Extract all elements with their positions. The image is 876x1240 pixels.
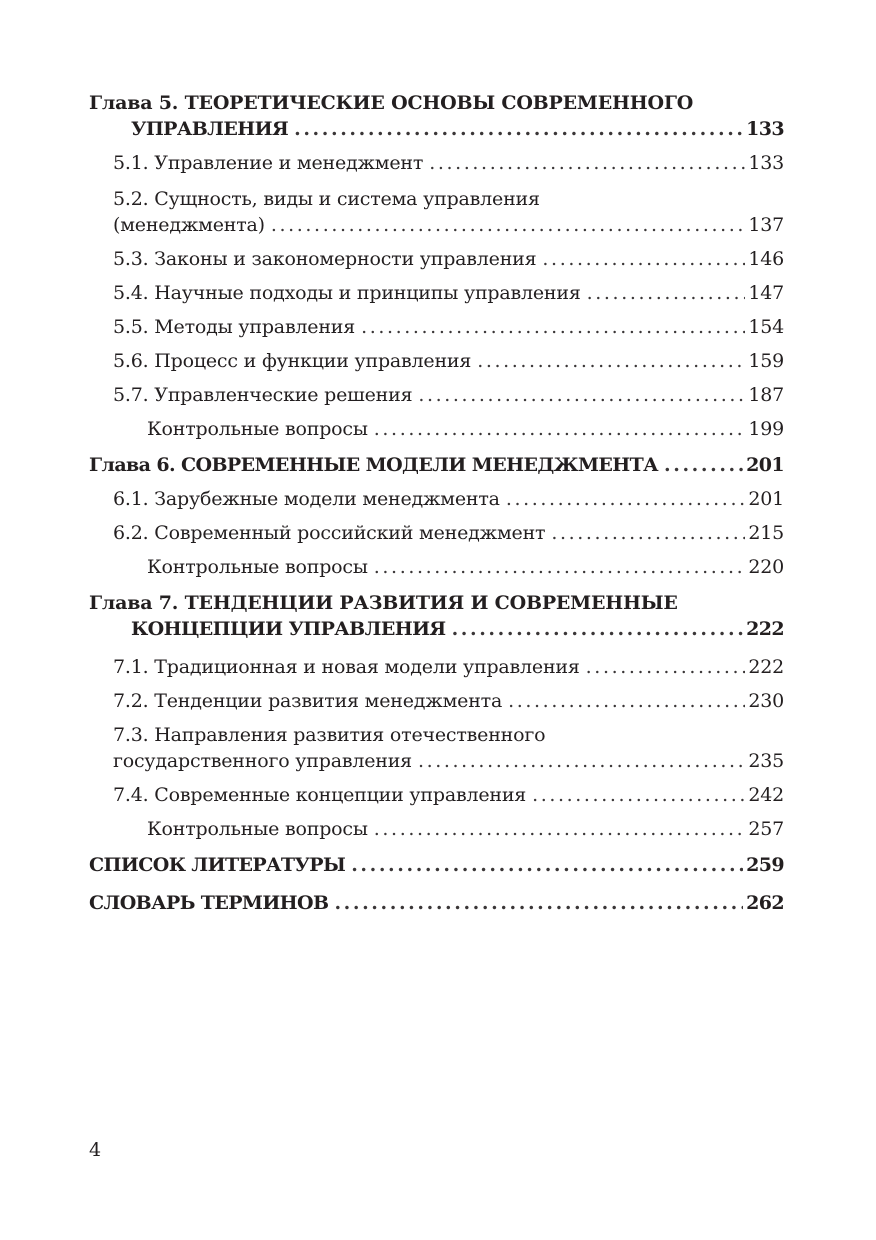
page-ref: 257 (748, 818, 784, 840)
section-title: 5.1. Управление и менеджмент (113, 152, 424, 174)
toc-section-7-3-title-line1: 7.3. Направления развития отечественного (113, 724, 546, 746)
leader-dots (477, 348, 745, 374)
section-title: 5.4. Научные подходы и принципы управления (113, 282, 581, 304)
page-ref: 201 (748, 488, 784, 510)
toc-section-5-6[interactable] (89, 348, 784, 374)
leader-dots (418, 748, 745, 774)
toc-chapter-7-title-line2: КОНЦЕПЦИИ УПРАВЛЕНИЯ (131, 618, 446, 640)
page-ref: 147 (748, 282, 784, 304)
toc-review-questions-7[interactable] (89, 816, 784, 842)
toc-section-5-1[interactable] (89, 150, 784, 176)
page-ref: 242 (748, 784, 784, 806)
toc-review-questions-5[interactable] (89, 416, 784, 442)
toc-section-5-4[interactable] (89, 280, 784, 306)
leader-dots (664, 452, 743, 478)
section-title: 7.1. Традиционная и новая модели управления (113, 656, 580, 678)
page-ref: 230 (748, 690, 784, 712)
page-ref: 235 (748, 750, 784, 772)
toc-chapter-5[interactable] (89, 116, 784, 142)
toc-section-7-3[interactable] (89, 748, 784, 774)
toc-review-questions-6[interactable] (89, 554, 784, 580)
toc-chapter-5-title-line2: УПРАВЛЕНИЯ (131, 118, 289, 140)
chapter-title: Глава 6. СОВРЕМЕННЫЕ МОДЕЛИ МЕНЕДЖМЕНТА (89, 454, 659, 476)
page-ref: 215 (748, 522, 784, 544)
section-title: Контрольные вопросы (147, 418, 368, 440)
page-ref: 220 (748, 556, 784, 578)
leader-dots (418, 382, 745, 408)
leader-dots (551, 520, 745, 546)
section-title: 5.6. Процесс и функции управления (113, 350, 472, 372)
leader-dots (532, 782, 745, 808)
chapter-title: СЛОВАРЬ ТЕРМИНОВ (89, 892, 329, 914)
toc-section-6-1[interactable] (89, 486, 784, 512)
page-ref: 137 (748, 214, 784, 236)
section-title: 7.4. Современные концепции управления (113, 784, 527, 806)
leader-dots (429, 150, 745, 176)
section-title: 6.2. Современный российский менеджмент (113, 522, 546, 544)
page-ref: 199 (748, 418, 784, 440)
page-ref: 259 (746, 854, 784, 876)
toc-chapter-7[interactable] (89, 616, 784, 642)
page-ref: 201 (746, 454, 784, 476)
section-title: 7.2. Тенденции развития менеджмента (113, 690, 503, 712)
page-ref: 222 (748, 656, 784, 678)
toc-section-7-2[interactable] (89, 688, 784, 714)
leader-dots (542, 246, 745, 272)
leader-dots (506, 486, 746, 512)
toc-section-5-5[interactable] (89, 314, 784, 340)
page-ref: 133 (746, 118, 784, 140)
leader-dots (586, 654, 746, 680)
section-title: 5.3. Законы и закономерности управления (113, 248, 537, 270)
section-title: Контрольные вопросы (147, 818, 368, 840)
toc-section-5-2[interactable] (89, 212, 784, 238)
leader-dots (294, 116, 743, 142)
toc-section-5-7[interactable] (89, 382, 784, 408)
leader-dots (508, 688, 745, 714)
leader-dots (271, 212, 745, 238)
leader-dots (361, 314, 745, 340)
toc-section-7-1[interactable] (89, 654, 784, 680)
leader-dots (374, 416, 746, 442)
page-ref: 146 (748, 248, 784, 270)
page-ref: 159 (748, 350, 784, 372)
page-ref: 154 (748, 316, 784, 338)
section-title: 6.1. Зарубежные модели менеджмента (113, 488, 500, 510)
toc-chapter-7-title-line1: Глава 7. ТЕНДЕНЦИИ РАЗВИТИЯ И СОВРЕМЕННЫЕ (89, 592, 678, 614)
chapter-title: СПИСОК ЛИТЕРАТУРЫ (89, 854, 346, 876)
toc-section-5-2-title-line1: 5.2. Сущность, виды и система управления (113, 188, 540, 210)
leader-dots (334, 890, 743, 916)
page-ref: 133 (748, 152, 784, 174)
section-title: государственного управления (113, 750, 412, 772)
toc-section-7-4[interactable] (89, 782, 784, 808)
leader-dots (374, 554, 746, 580)
section-title: 5.5. Методы управления (113, 316, 356, 338)
toc-section-6-2[interactable] (89, 520, 784, 546)
toc-glossary[interactable] (89, 890, 784, 916)
toc-bibliography[interactable] (89, 852, 784, 878)
leader-dots (587, 280, 746, 306)
section-title: (менеджмента) (113, 214, 265, 236)
table-of-contents (89, 90, 784, 916)
page-number: 4 (89, 1139, 102, 1161)
section-title: 5.7. Управленческие решения (113, 384, 413, 406)
page-ref: 262 (746, 892, 784, 914)
toc-chapter-6[interactable] (89, 452, 784, 478)
leader-dots (374, 816, 746, 842)
leader-dots (351, 852, 743, 878)
leader-dots (452, 616, 744, 642)
section-title: Контрольные вопросы (147, 556, 368, 578)
toc-chapter-5-title-line1: Глава 5. ТЕОРЕТИЧЕСКИЕ ОСНОВЫ СОВРЕМЕННОГО (89, 92, 694, 114)
page-ref: 187 (748, 384, 784, 406)
page-ref: 222 (746, 618, 784, 640)
toc-section-5-3[interactable] (89, 246, 784, 272)
